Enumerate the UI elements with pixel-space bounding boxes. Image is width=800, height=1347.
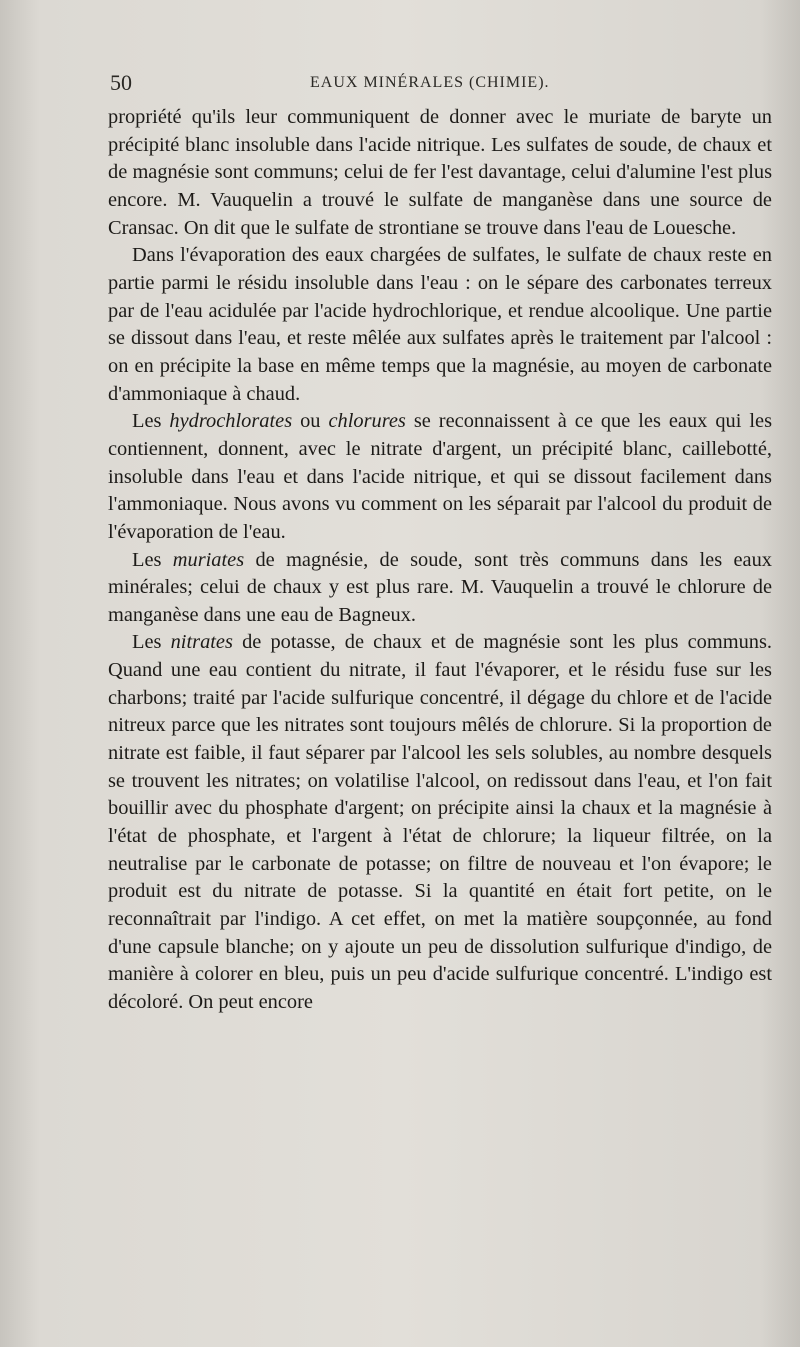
paragraph-5-lead: Les: [132, 631, 171, 654]
term-hydrochlorates: hydrochlorates: [169, 410, 293, 433]
page-number: 50: [110, 70, 132, 95]
body-text: [108, 104, 772, 1017]
paragraph-3-body: se reconnaissent à ce que les eaux qui les contiennent, donnent, avec le nitrate d'argent, un précipité blanc, caillebotté, insoluble dans l'eau et dans l'acide nitrique, et qui se dissout facilement dans l'ammoniaque. Nous avons vu comment on les séparait par l'alcool du produit de l'évaporation de l'eau.: [108, 410, 773, 543]
paragraph-5-body: de potasse, de chaux et de magnésie sont les plus communs. Quand une eau contient du nitrate, il faut l'évaporer, et le résidu fuse sur les charbons; traité par l'acide sulfurique concentré, il dégage du chlore et de l'acide nitreux parce que les nitrates sont toujours mêlés de chlorure. Si la proportion de nitrate est faible, il faut séparer par l'alcool les sels solubles, au nombre desquels se trouvent les nitrates; on volatilise l'alcool, on redissout dans l'eau, et l'on fait bouillir avec du phosphate d'argent; on précipite ainsi la chaux et la magnésie à l'état de phosphate, et l'argent à l'état de chlorure; la liqueur filtrée, on la neutralise par le carbonate de potasse; on filtre de nouveau et l'on évapore; le produit est du nitrate de potasse. Si la quantité en était fort petite, on le reconnaîtrait par l'indigo. A cet effet, on met la matière soupçonnée, au fond d'une capsule blanche; on y ajoute un peu de dissolution sulfurique d'indigo, de manière à colorer en bleu, puis un peu d'acide sulfurique concentré. L'indigo est décoloré. On peut encore: [108, 631, 772, 1013]
term-chlorures: chlorures: [328, 410, 406, 433]
paragraph-3-lead: Les: [132, 410, 170, 433]
paragraph-5: [108, 629, 772, 1016]
paragraph-1: propriété qu'ils leur communiquent de donner avec le muriate de baryte un précipité blanc insoluble dans l'acide nitrique. Les sulfates de soude, de chaux et de magnésie sont communs; celui de fer l'est davantage, celui d'alumine l'est plus encore. M. Vauquelin a trouvé le sulfate de manganèse dans une source de Cransac. On dit que le sulfate de strontiane se trouve dans l'eau de Louesche.: [108, 106, 772, 239]
paragraph-4: [108, 547, 772, 630]
paragraph-3: [108, 408, 772, 546]
running-title: EAUX MINÉRALES (CHIMIE).: [310, 74, 550, 91]
term-nitrates: nitrates: [170, 631, 233, 654]
paragraph-3-mid: ou: [292, 410, 329, 433]
paragraph-4-body: de magnésie, de soude, sont très communs dans les eaux minérales; celui de chaux y est plus rare. M. Vauquelin a trouvé le chlorure de manganèse dans une eau de Bagneux.: [108, 548, 772, 626]
page-header: [110, 70, 772, 104]
term-muriates: muriates: [172, 548, 245, 571]
paragraph-2: Dans l'évaporation des eaux chargées de sulfates, le sulfate de chaux reste en partie parmi le résidu insoluble dans l'eau : on le sépare des carbonates terreux par de l'eau acidulée par l'acide hydrochlorique, et rendue alcoolique. Une partie se dissout dans l'eau, et reste mêlée aux sulfates après le traitement par l'alcool : on en précipite la base en même temps que la magnésie, au moyen de carbonate d'ammoniaque à chaud.: [108, 244, 772, 405]
paragraph-4-lead: Les: [132, 548, 173, 571]
